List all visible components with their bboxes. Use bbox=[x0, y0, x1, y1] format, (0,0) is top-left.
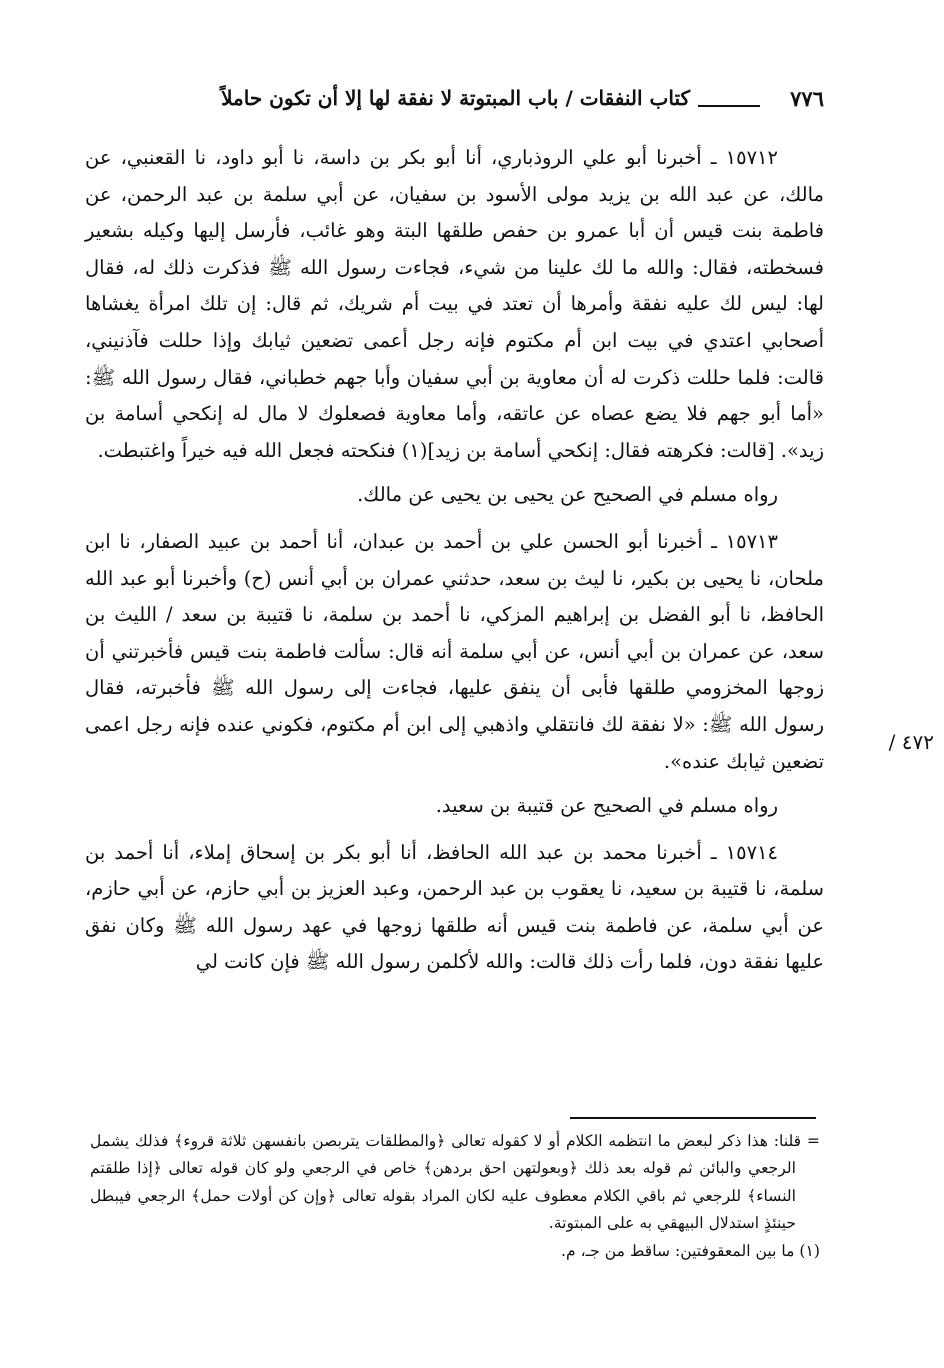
narration-15712: رواه مسلم في الصحيح عن يحيى بن يحيى عن مالك. bbox=[357, 483, 778, 507]
footnote-continuation: = قلنا: هذا ذكر لبعض ما انتظمه الكلام أو لا كقوله تعالى ﴿والمطلقات يتربصن بانفسهن ثلاثة قروء﴾ فذلك يشمل الرجعي والبائن ثم قوله بعد ذلك ﴿وبعولتهن احق بردهن﴾ خاص في الرجعي ولو كان قوله تعالى ﴿إذا طلقتم النساء﴾ للرجعي ثم باقي الكلام معطوف عليه لكان المراد بقوله تعالى ﴿وإن كن أولات حمل﴾ الرجعي فيبطل حينئذٍ استدلال البيهقي به على المبتوتة. bbox=[90, 1132, 820, 1233]
header-rule bbox=[698, 105, 760, 107]
footnote-1: (١) ما بين المعقوفتين: ساقط من جـ، م. bbox=[561, 1241, 820, 1260]
footnote-separator bbox=[570, 1117, 816, 1119]
page-header bbox=[110, 86, 824, 116]
hadith-15712: ١٥٧١٢ ـ أخبرنا أبو علي الروذباري، أنا أبو بكر بن داسة، نا أبو داود، نا القعنبي، عن مالك، عن عبد الله بن يزيد مولى الأسود بن سفيان، عن أبي سلمة بن عبد الرحمن، عن فاطمة بنت قيس أن أبا عمرو بن حفص طلقها البتة وهو غائب، فأرسل إليها وكيله بشعير فسخطته، فقال: والله ما لك علينا من شيء، فجاءت رسول الله ﷺ فذكرت ذلك له، فقال لها: ليس لك عليه نفقة وأمرها أن تعتد في بيت أم شريك، ثم قال: إن تلك امرأة يغشاها أصحابي اعتدي في بيت ابن أم مكتوم فإنه رجل أعمى تضعين ثيابك وإذا حللت فآذنيني، قالت: فلما حللت ذكرت له أن معاوية بن أبي سفيان وأبا جهم خطباني، فقال رسول الله ﷺ: «أما أبو جهم فلا يضع عصاه عن عاتقه، وأما معاوية فصعلوك لا مال له إنكحي أسامة بن زيد». [قالت: فكرهته فقال: إنكحي أسامة بن زيد](١) فنكحته فجعل الله فيه خيراً واغتبطت. bbox=[85, 146, 824, 462]
margin-page-reference: ٤٧٢ / bbox=[888, 730, 934, 754]
running-title: كتاب النفقات / باب المبتوتة لا نفقة لها إلا أن تكون حاملاً bbox=[221, 86, 690, 110]
hadith-15713: ١٥٧١٣ ـ أخبرنا أبو الحسن علي بن أحمد بن عبدان، أنا أحمد بن عبيد الصفار، نا ابن ملحان، نا يحيى بن بكير، نا ليث بن سعد، حدثني عمران بن أبي أنس (ح) وأخبرنا أبو عبد الله الحافظ، نا أبو الفضل بن إبراهيم المزكي، نا أحمد بن سلمة، نا قتيبة بن سعد / الليث بن سعد، عن عمران بن أبي أنس، عن أبي سلمة أنه قال: سألت فاطمة بنت قيس فأخبرتني أن زوجها المخزومي طلقها فأبى أن ينفق عليها، فجاءت إلى رسول الله ﷺ فأخبرته، فقال رسول الله ﷺ: «لا نفقة لك فانتقلي واذهبي إلى ابن أم مكتوم، فكوني عنده فإنه رجل اعمى تضعين ثيابك عنده». bbox=[85, 529, 824, 773]
footnotes bbox=[90, 1128, 820, 1265]
page-number: ٧٧٦ bbox=[790, 86, 824, 111]
main-text bbox=[85, 140, 824, 989]
hadith-15714: ١٥٧١٤ ـ أخبرنا محمد بن عبد الله الحافظ، أنا أبو بكر بن إسحاق إملاء، أنا أحمد بن سلمة، نا قتيبة بن سعيد، نا يعقوب بن عبد الرحمن، وعبد العزيز بن أبي حازم، عن أبي حازم، عن أبي سلمة، عن فاطمة بنت قيس أنه طلقها زوجها في عهد رسول الله ﷺ وكان نفق عليها نفقة دون، فلما رأت ذلك قالت: والله لأكلمن رسول الله ﷺ فإن كانت لي bbox=[85, 840, 824, 974]
narration-15713: رواه مسلم في الصحيح عن قتيبة بن سعيد. bbox=[435, 794, 778, 818]
